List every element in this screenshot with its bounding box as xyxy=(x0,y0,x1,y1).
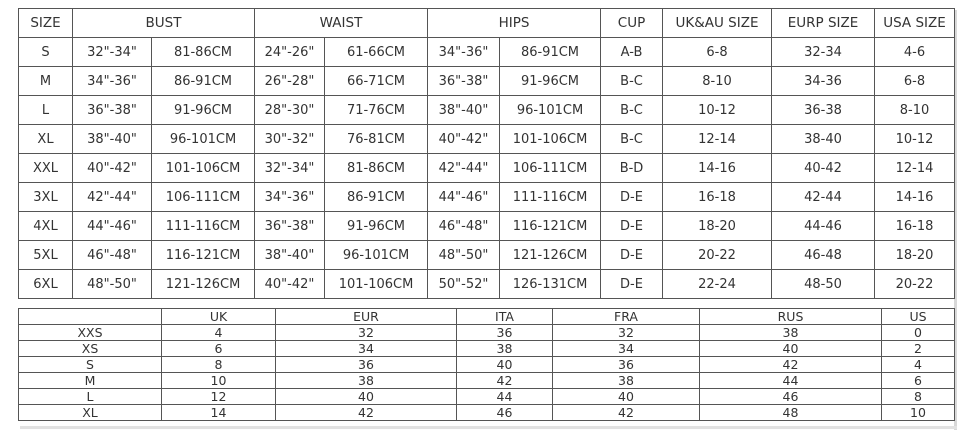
table-cell: 38"-40" xyxy=(73,125,152,154)
table-cell: 42-44 xyxy=(772,183,875,212)
table-cell: 42 xyxy=(700,357,882,373)
table-cell: 116-121CM xyxy=(152,241,255,270)
table-cell: 10 xyxy=(162,373,276,389)
table-cell: L xyxy=(19,389,162,405)
table-cell: 91-96CM xyxy=(500,67,601,96)
conversion-chart-row xyxy=(19,405,955,421)
size-chart-body xyxy=(19,38,955,299)
table-cell: 34 xyxy=(276,341,457,357)
table-cell: 111-116CM xyxy=(152,212,255,241)
table-cell: 48 xyxy=(700,405,882,421)
table-cell: S xyxy=(19,38,73,67)
table-cell: 38 xyxy=(553,373,700,389)
table-cell: 46"-48" xyxy=(428,212,500,241)
conversion-chart-row xyxy=(19,389,955,405)
table-cell: 24"-26" xyxy=(255,38,325,67)
table-cell: 8-10 xyxy=(875,96,955,125)
table-cell: 10-12 xyxy=(875,125,955,154)
table-cell: 81-86CM xyxy=(325,154,428,183)
table-cell: M xyxy=(19,373,162,389)
table-cell: 61-66CM xyxy=(325,38,428,67)
table-cell: 14-16 xyxy=(663,154,772,183)
table-cell: 32 xyxy=(553,325,700,341)
table-cell: 42 xyxy=(553,405,700,421)
table-cell: 10-12 xyxy=(663,96,772,125)
table-cell: XXL xyxy=(19,154,73,183)
table-cell: 5XL xyxy=(19,241,73,270)
conversion-chart-row xyxy=(19,357,955,373)
table-cell: 81-86CM xyxy=(152,38,255,67)
conversion-chart-row xyxy=(19,341,955,357)
size-chart-row xyxy=(19,96,955,125)
table-cell: 32 xyxy=(276,325,457,341)
table-cell: D-E xyxy=(601,241,663,270)
size-chart-row xyxy=(19,183,955,212)
table-cell: 34"-36" xyxy=(428,38,500,67)
table-cell: 36 xyxy=(553,357,700,373)
table-cell: 16-18 xyxy=(875,212,955,241)
header-usa-size: USA SIZE xyxy=(875,9,955,38)
table-cell: 12-14 xyxy=(663,125,772,154)
table-cell: 46"-48" xyxy=(73,241,152,270)
table-cell: 12-14 xyxy=(875,154,955,183)
table-cell: 116-121CM xyxy=(500,212,601,241)
table-cell: 10 xyxy=(882,405,955,421)
table-cell: 28"-30" xyxy=(255,96,325,125)
table-cell: 8 xyxy=(162,357,276,373)
conversion-header-ita: ITA xyxy=(457,309,553,325)
table-cell: 40"-42" xyxy=(428,125,500,154)
table-cell: 40 xyxy=(457,357,553,373)
table-cell: 38"-40" xyxy=(255,241,325,270)
table-cell: 36-38 xyxy=(772,96,875,125)
table-cell: 3XL xyxy=(19,183,73,212)
table-cell: 106-111CM xyxy=(152,183,255,212)
conversion-header-rus: RUS xyxy=(700,309,882,325)
table-cell: 42"-44" xyxy=(428,154,500,183)
table-cell: M xyxy=(19,67,73,96)
size-chart-table xyxy=(18,8,955,299)
table-cell: 34"-36" xyxy=(255,183,325,212)
table-cell: 18-20 xyxy=(875,241,955,270)
table-cell: 14 xyxy=(162,405,276,421)
table-cell: 6 xyxy=(882,373,955,389)
table-cell: 32"-34" xyxy=(73,38,152,67)
table-cell: 12 xyxy=(162,389,276,405)
table-cell: 44-46 xyxy=(772,212,875,241)
conversion-chart-body xyxy=(19,325,955,421)
table-cell: 121-126CM xyxy=(152,270,255,299)
table-cell: B-C xyxy=(601,125,663,154)
header-uk-au-size: UK&AU SIZE xyxy=(663,9,772,38)
table-cell: B-C xyxy=(601,96,663,125)
table-cell: 40 xyxy=(276,389,457,405)
table-cell: 20-22 xyxy=(663,241,772,270)
table-cell: XS xyxy=(19,341,162,357)
table-cell: XL xyxy=(19,405,162,421)
table-cell: 16-18 xyxy=(663,183,772,212)
size-chart-row xyxy=(19,270,955,299)
table-cell: 44 xyxy=(700,373,882,389)
table-cell: 71-76CM xyxy=(325,96,428,125)
table-cell: 101-106CM xyxy=(325,270,428,299)
table-cell: 106-111CM xyxy=(500,154,601,183)
table-cell: 40 xyxy=(553,389,700,405)
table-cell: B-C xyxy=(601,67,663,96)
table-cell: 91-96CM xyxy=(325,212,428,241)
header-eurp-size: EURP SIZE xyxy=(772,9,875,38)
table-cell: B-D xyxy=(601,154,663,183)
table-cell: 34"-36" xyxy=(73,67,152,96)
table-cell: 14-16 xyxy=(875,183,955,212)
table-cell: 42 xyxy=(457,373,553,389)
table-cell: 30"-32" xyxy=(255,125,325,154)
table-cell: A-B xyxy=(601,38,663,67)
table-cell: 38-40 xyxy=(772,125,875,154)
table-cell: 2 xyxy=(882,341,955,357)
conversion-header-uk: UK xyxy=(162,309,276,325)
table-cell: D-E xyxy=(601,270,663,299)
header-waist: WAIST xyxy=(255,9,428,38)
size-chart-header-row xyxy=(19,9,955,38)
conversion-header-us: US xyxy=(882,309,955,325)
table-cell: 38"-40" xyxy=(428,96,500,125)
table-cell: XXS xyxy=(19,325,162,341)
table-cell: 34 xyxy=(553,341,700,357)
table-cell: 46 xyxy=(457,405,553,421)
table-cell: S xyxy=(19,357,162,373)
table-cell: 42 xyxy=(276,405,457,421)
table-cell: 48-50 xyxy=(772,270,875,299)
header-size: SIZE xyxy=(19,9,73,38)
table-cell: 8 xyxy=(882,389,955,405)
size-chart-row xyxy=(19,38,955,67)
table-cell: 6-8 xyxy=(663,38,772,67)
table-cell: 126-131CM xyxy=(500,270,601,299)
table-cell: 66-71CM xyxy=(325,67,428,96)
table-cell: 96-101CM xyxy=(325,241,428,270)
conversion-header-row xyxy=(19,309,955,325)
table-cell: D-E xyxy=(601,183,663,212)
table-cell: 44"-46" xyxy=(73,212,152,241)
table-cell: 76-81CM xyxy=(325,125,428,154)
table-cell: 44"-46" xyxy=(428,183,500,212)
table-cell: 36"-38" xyxy=(73,96,152,125)
table-cell: 6XL xyxy=(19,270,73,299)
table-cell: 48"-50" xyxy=(73,270,152,299)
size-chart-row xyxy=(19,212,955,241)
table-cell: 4 xyxy=(162,325,276,341)
conversion-chart-row xyxy=(19,373,955,389)
table-cell: 26"-28" xyxy=(255,67,325,96)
table-cell: 32"-34" xyxy=(255,154,325,183)
table-cell: 40"-42" xyxy=(73,154,152,183)
table-cell: 0 xyxy=(882,325,955,341)
table-cell: 86-91CM xyxy=(325,183,428,212)
table-cell: 86-91CM xyxy=(152,67,255,96)
table-cell: 40 xyxy=(700,341,882,357)
table-cell: 4 xyxy=(882,357,955,373)
header-bust: BUST xyxy=(73,9,255,38)
table-cell: 38 xyxy=(276,373,457,389)
table-cell: 36 xyxy=(457,325,553,341)
table-cell: 121-126CM xyxy=(500,241,601,270)
table-cell: 42"-44" xyxy=(73,183,152,212)
table-cell: XL xyxy=(19,125,73,154)
table-cell: D-E xyxy=(601,212,663,241)
table-cell: 36"-38" xyxy=(255,212,325,241)
table-cell: 46 xyxy=(700,389,882,405)
size-chart-row xyxy=(19,154,955,183)
header-hips: HIPS xyxy=(428,9,601,38)
table-cell: 38 xyxy=(457,341,553,357)
table-cell: 32-34 xyxy=(772,38,875,67)
table-cell: 6-8 xyxy=(875,67,955,96)
size-chart-row xyxy=(19,125,955,154)
table-cell: 40"-42" xyxy=(255,270,325,299)
table-cell: 101-106CM xyxy=(152,154,255,183)
conversion-chart-table xyxy=(18,308,955,421)
size-chart-row xyxy=(19,67,955,96)
table-cell: 8-10 xyxy=(663,67,772,96)
table-cell: 4XL xyxy=(19,212,73,241)
table-cell: 50"-52" xyxy=(428,270,500,299)
table-cell: 96-101CM xyxy=(152,125,255,154)
table-cell: 44 xyxy=(457,389,553,405)
conversion-header-eur: EUR xyxy=(276,309,457,325)
conversion-header-blank xyxy=(19,309,162,325)
header-cup: CUP xyxy=(601,9,663,38)
table-cell: 20-22 xyxy=(875,270,955,299)
table-cell: 18-20 xyxy=(663,212,772,241)
shadow-bottom xyxy=(20,426,957,429)
table-cell: 101-106CM xyxy=(500,125,601,154)
table-cell: 111-116CM xyxy=(500,183,601,212)
table-cell: 36"-38" xyxy=(428,67,500,96)
table-cell: 48"-50" xyxy=(428,241,500,270)
table-cell: 22-24 xyxy=(663,270,772,299)
table-cell: L xyxy=(19,96,73,125)
table-cell: 4-6 xyxy=(875,38,955,67)
table-cell: 36 xyxy=(276,357,457,373)
table-cell: 34-36 xyxy=(772,67,875,96)
table-cell: 40-42 xyxy=(772,154,875,183)
table-cell: 86-91CM xyxy=(500,38,601,67)
table-cell: 46-48 xyxy=(772,241,875,270)
size-chart-row xyxy=(19,241,955,270)
table-cell: 91-96CM xyxy=(152,96,255,125)
table-cell: 38 xyxy=(700,325,882,341)
conversion-chart-row xyxy=(19,325,955,341)
conversion-header-fra: FRA xyxy=(553,309,700,325)
table-cell: 96-101CM xyxy=(500,96,601,125)
table-cell: 6 xyxy=(162,341,276,357)
